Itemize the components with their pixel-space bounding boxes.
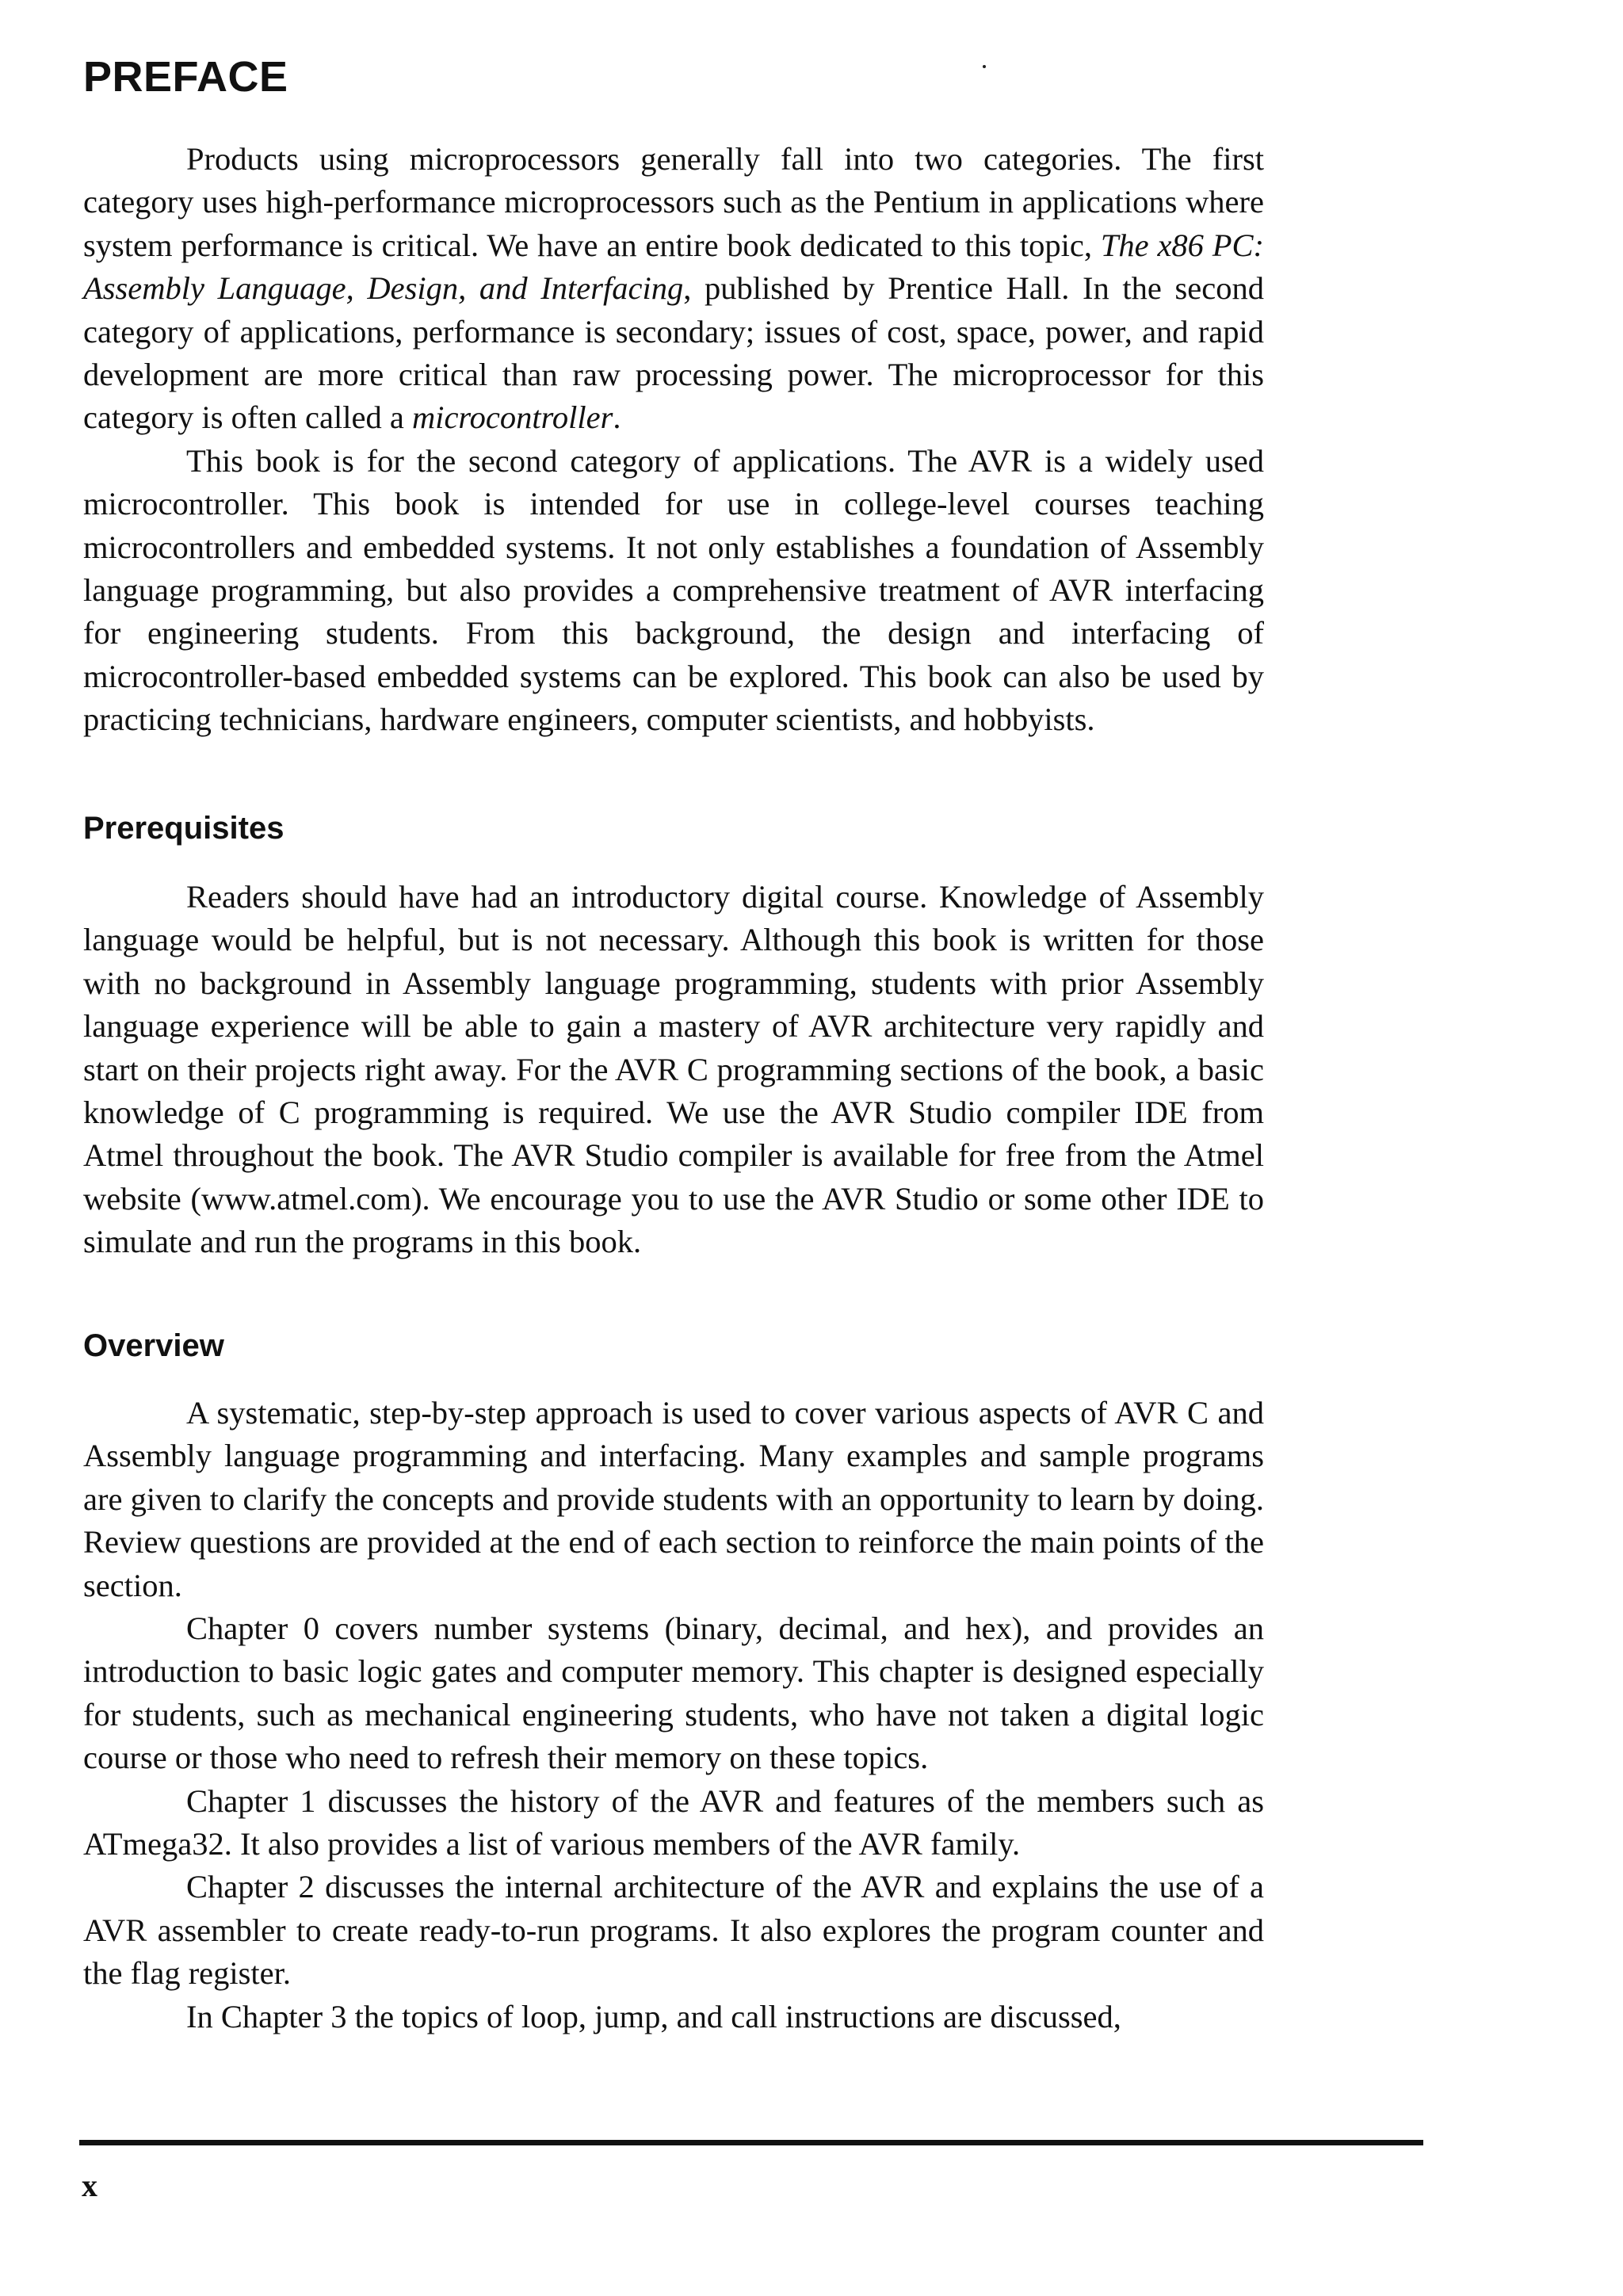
page-number: x: [82, 2168, 97, 2203]
overview-heading: Overview: [83, 1328, 224, 1363]
microcontroller-term: microcontroller: [411, 399, 613, 436]
scan-speck: [983, 65, 986, 68]
preface-p1-text-c: .: [613, 399, 621, 436]
prerequisites-heading: Prerequisites: [83, 811, 285, 846]
prerequisites-paragraph-1: Readers should have had an introductory digital course. Knowledge of Assembly language would be helpful, but is not necessary. Although this book is written for those with no background in Assembly language programming, students with prior Assembly language experience will be able to gain a mastery of AVR architecture very rapidly and start on their projects right away. For the AVR C programming sections of the book, a basic knowledge of C programming is required. We use the AVR Studio compiler IDE from Atmel throughout the book. The AVR Studio compiler is available for free from the Atmel website (www.atmel.com). We encourage you to use the AVR Studio or some other IDE to simulate and run the programs in this book.: [83, 879, 1264, 1260]
overview-paragraph-3: Chapter 1 discusses the history of the AVR and features of the members such as ATmega32. It also provides a list of various members of the AVR family.: [83, 1782, 1264, 1862]
overview-paragraph-5: In Chapter 3 the topics of loop, jump, and call instructions are discussed,: [186, 1998, 1121, 2034]
footer-rule: [79, 2140, 1423, 2145]
preface-heading: PREFACE: [83, 53, 288, 101]
prerequisites-body: [83, 876, 1264, 1264]
preface-body: [83, 138, 1264, 742]
overview-paragraph-2: Chapter 0 covers number systems (binary, decimal, and hex), and provides an introduction to basic logic gates and computer memory. This chapter is designed especially for students, such as mechanical engineering students, who have not taken a digital logic course or those who need to refresh their memory on these topics.: [83, 1610, 1264, 1776]
preface-paragraph-2: This book is for the second category of applications. The AVR is a widely used microcontroller. This book is intended for use in college-level courses teaching microcontrollers and embedded systems. It not only establishes a foundation of Assembly language programming, but also provides a comprehensive treatment of AVR interfacing for engineering students. From this background, the design and interfacing of microcontroller-based embedded systems can be explored. This book can also be used by practicing technicians, hardware engineers, computer scientists, and hobbyists.: [83, 442, 1264, 738]
preface-p1-text-a: Products using microprocessors generally fall into two categories. The first category uses high-performance microprocessors such as the Pentium in applications where system performance is critical. We have an entire book dedicated to this topic,: [83, 141, 1264, 263]
preface-paragraph-1: [83, 138, 1264, 440]
overview-paragraph-4: Chapter 2 discusses the internal architecture of the AVR and explains the use of a AVR assembler to create ready-to-run programs. It also explores the program counter and the flag register.: [83, 1869, 1264, 1992]
preface-p1-text-b: , published by Prentice Hall. In the second category of applications, performance is secondary; issues of cost, space, power, and rapid development are more critical than raw processing power. The microprocessor for this category is often called a: [83, 270, 1264, 436]
book-title: The x86 PC: Assembly Language, Design, and Interfacing: [83, 227, 1265, 307]
overview-paragraph-1: A systematic, step-by-step approach is used to cover various aspects of AVR C and Assembly language programming and interfacing. Many examples and sample programs are given to clarify the concepts and provide students with an opportunity to learn by doing. Review questions are provided at the end of each section to reinforce the main points of the section.: [83, 1395, 1264, 1603]
overview-body: [83, 1392, 1264, 2038]
